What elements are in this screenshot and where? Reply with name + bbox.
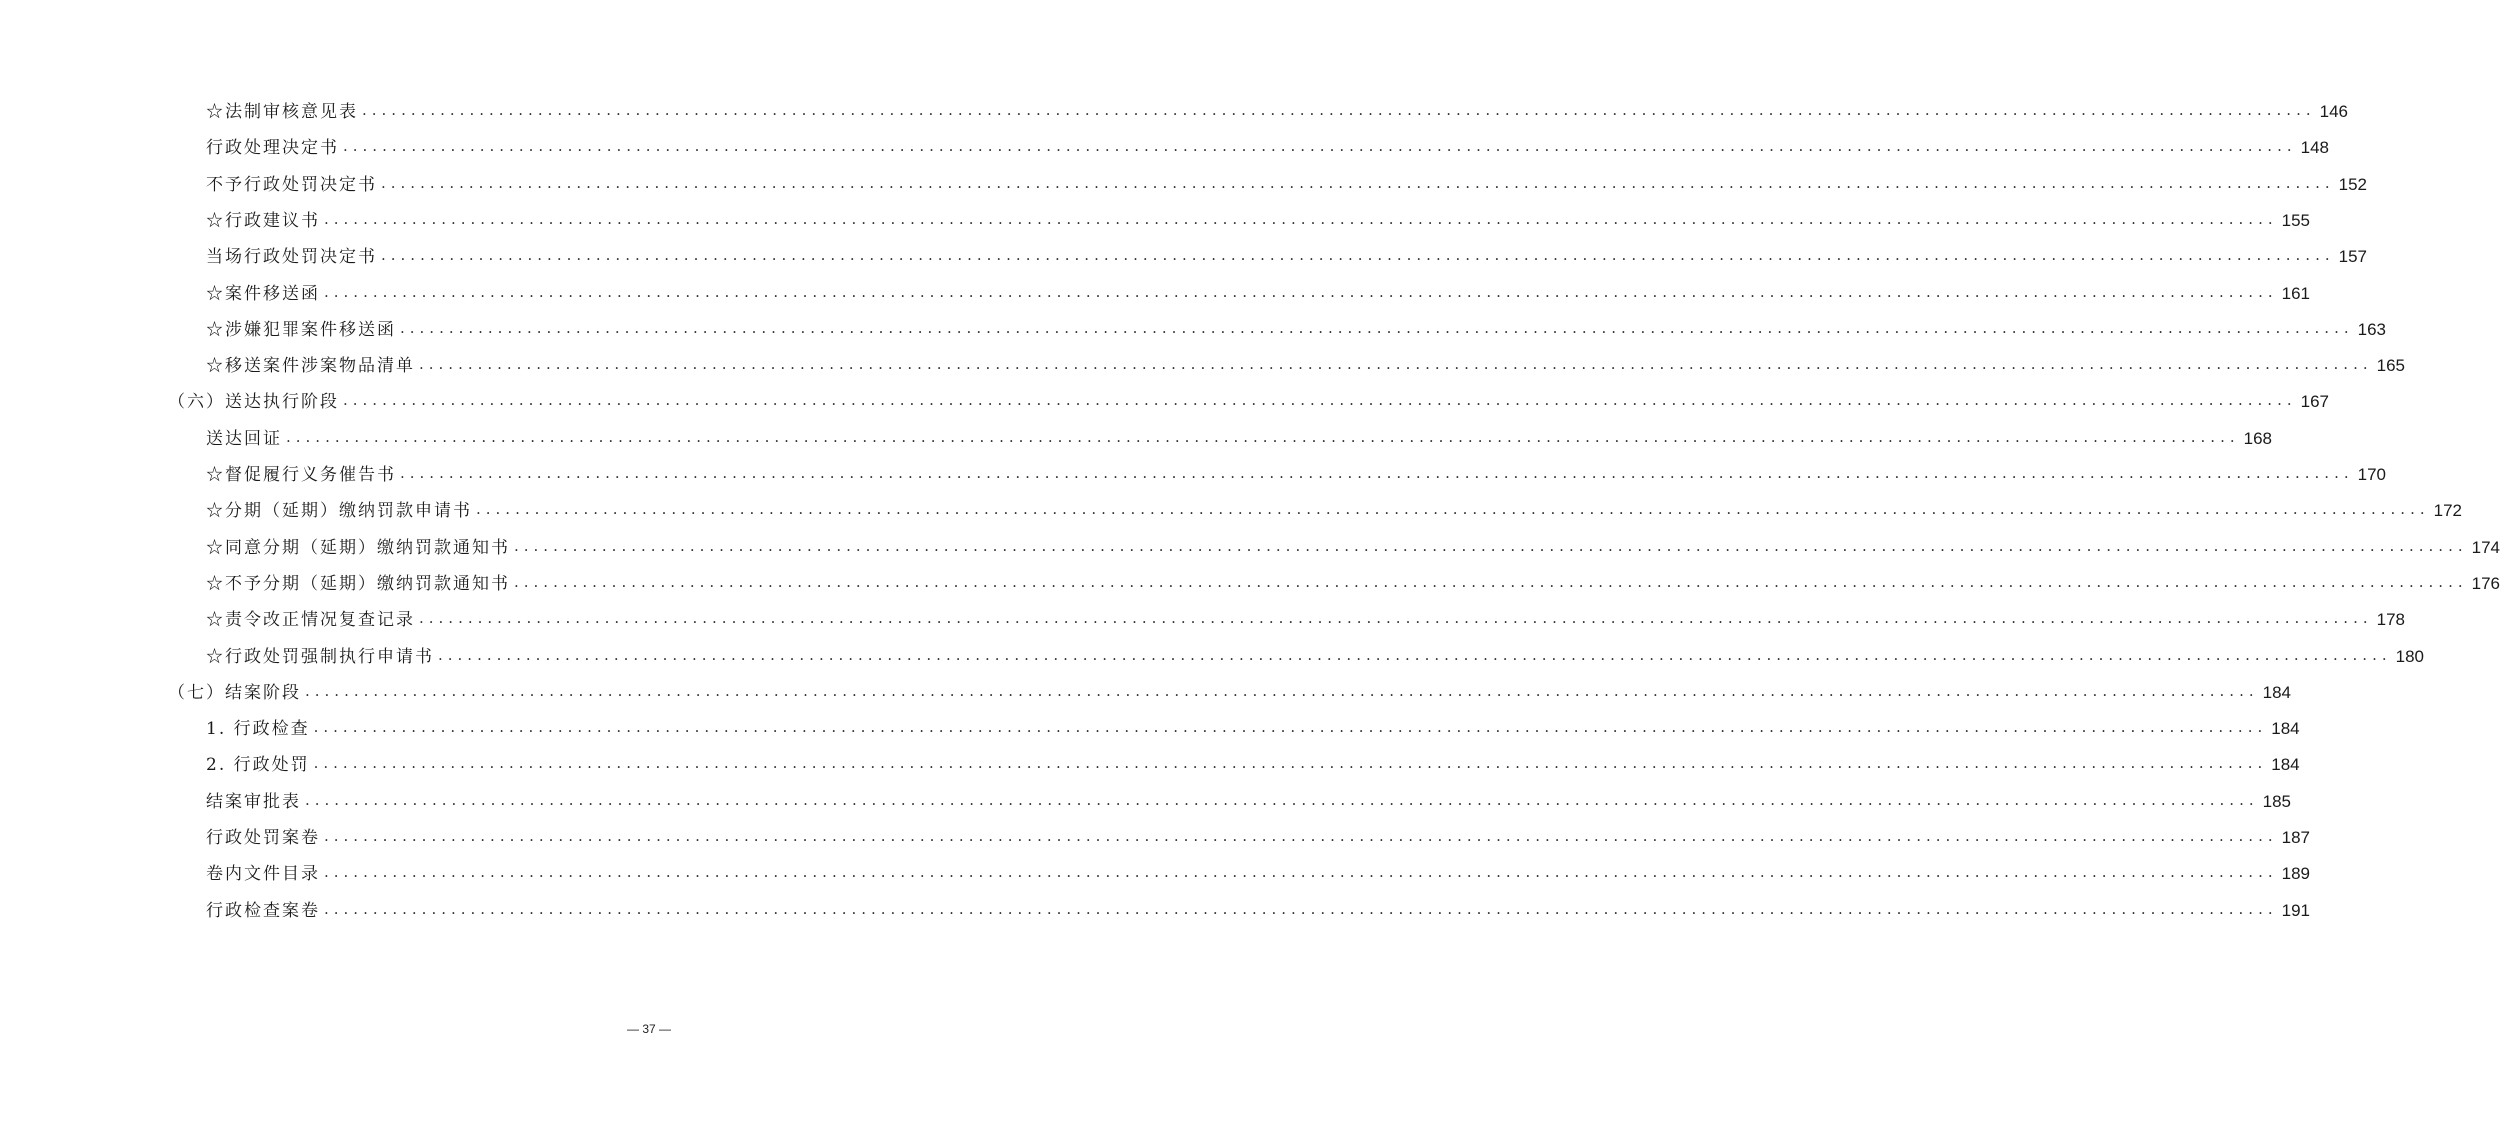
toc-dot-leader: ........................................................................................................................................................................................................ — [476, 500, 2430, 519]
toc-dot-leader: ........................................................................................................................................................................................................ — [419, 609, 2373, 628]
toc-entry-page: 178 — [2376, 610, 2405, 630]
toc-entry[interactable] — [206, 854, 2310, 885]
toc-entry-page: 161 — [2281, 283, 2310, 303]
toc-entry-page: 184 — [2262, 682, 2291, 702]
toc-entry[interactable] — [206, 92, 2348, 122]
toc-dot-leader: ........................................................................................................................................................................................................ — [324, 827, 2278, 845]
toc-entry-title: ☆分期（延期）缴纳罚款申请书 — [206, 501, 472, 522]
toc-entry-page: 146 — [2319, 102, 2348, 121]
toc-entry[interactable] — [206, 818, 2310, 848]
toc-entry[interactable] — [206, 600, 2405, 631]
toc-entry-page: 184 — [2271, 719, 2300, 739]
toc-dot-leader: ........................................................................................................................................................................................................ — [313, 754, 2268, 773]
toc-dot-leader: ........................................................................................................................................................................................................ — [343, 137, 2297, 156]
toc-entry-title: ☆行政建议书 — [206, 210, 320, 231]
toc-entry-title: 不予行政处罚决定书 — [206, 174, 377, 195]
toc-entry-page: 172 — [2433, 501, 2462, 521]
toc-entry-title: 卷内文件目录 — [206, 864, 320, 885]
toc-entry-title: （六）送达执行阶段 — [168, 392, 339, 413]
toc-entry-title: 送达回证 — [206, 428, 282, 449]
toc-entry-page: 174 — [2471, 537, 2500, 557]
toc-entry[interactable] — [206, 346, 2405, 377]
toc-dot-leader: ........................................................................................................................................................................................................ — [362, 101, 2316, 119]
toc-entry-title: ☆责令改正情况复查记录 — [206, 610, 415, 631]
toc-entry[interactable] — [206, 745, 2300, 776]
toc-entry-title: ☆行政处罚强制执行申请书 — [206, 646, 434, 667]
toc-entry-page: 187 — [2281, 828, 2310, 847]
toc-entry-title: 行政检查案卷 — [206, 900, 320, 921]
toc-entry[interactable] — [168, 673, 2291, 703]
toc-entry-title: ☆督促履行义务催告书 — [206, 465, 396, 485]
toc-entry-title: （七）结案阶段 — [168, 682, 301, 703]
toc-entry-title: 2. 行政处罚 — [206, 755, 310, 776]
toc-entry-title: 结案审批表 — [206, 791, 301, 812]
toc-dot-leader: ........................................................................................................................................................................................................ — [381, 246, 2335, 265]
toc-entry[interactable] — [206, 310, 2386, 340]
toc-dot-leader: ........................................................................................................................................................................................................ — [286, 427, 2240, 446]
toc-entry-page: 152 — [2338, 174, 2367, 194]
toc-dot-leader: ........................................................................................................................................................................................................ — [324, 899, 2278, 918]
toc-entry-page: 176 — [2471, 573, 2500, 593]
toc-entry[interactable] — [206, 782, 2291, 812]
toc-entry[interactable] — [168, 382, 2329, 413]
toc-entry-title: ☆同意分期（延期）缴纳罚款通知书 — [206, 537, 510, 558]
toc-entry[interactable] — [206, 491, 2462, 522]
toc-entry-title: ☆移送案件涉案物品清单 — [206, 356, 415, 377]
toc-entry-title: 行政处罚案卷 — [206, 828, 320, 848]
toc-entry[interactable] — [206, 419, 2272, 449]
toc-dot-leader: ........................................................................................................................................................................................................ — [324, 282, 2278, 301]
toc-entry-page: 184 — [2271, 755, 2300, 775]
toc-entry-page: 185 — [2262, 791, 2291, 811]
toc-entry[interactable] — [206, 128, 2329, 159]
page-number: — 37 — — [626, 1022, 671, 1036]
toc-entry-page: 155 — [2281, 210, 2310, 230]
toc-entry-page: 168 — [2243, 428, 2272, 448]
toc-dot-leader: ........................................................................................................................................................................................................ — [305, 790, 2259, 809]
toc-entry-title: ☆涉嫌犯罪案件移送函 — [206, 319, 396, 340]
toc-entry-page: 157 — [2338, 247, 2367, 267]
toc-entry[interactable] — [206, 237, 2367, 268]
toc-entry-title: ☆案件移送函 — [206, 283, 320, 304]
toc-entry-title: ☆法制审核意见表 — [206, 102, 358, 122]
toc-entry-page: 191 — [2281, 900, 2310, 920]
toc-dot-leader: ........................................................................................................................................................................................................ — [419, 355, 2373, 374]
toc-dot-leader: ........................................................................................................................................................................................................ — [343, 391, 2297, 410]
toc-dot-leader: ........................................................................................................................................................................................................ — [400, 318, 2354, 337]
toc-dot-leader: ........................................................................................................................................................................................................ — [324, 209, 2278, 228]
toc-entry[interactable] — [206, 528, 2500, 558]
toc-entry-title: 行政处理决定书 — [206, 138, 339, 159]
toc-entry-title: 当场行政处罚决定书 — [206, 247, 377, 268]
toc-dot-leader: ........................................................................................................................................................................................................ — [438, 645, 2392, 664]
toc-entry[interactable] — [206, 455, 2386, 485]
toc-entry-page: 167 — [2300, 392, 2329, 412]
toc-entry[interactable] — [206, 165, 2367, 195]
toc-entry-page: 163 — [2357, 319, 2386, 339]
toc-dot-leader: ........................................................................................................................................................................................................ — [324, 863, 2278, 882]
toc-entry[interactable] — [206, 709, 2300, 740]
toc-entry[interactable] — [206, 564, 2500, 594]
toc-dot-leader: ........................................................................................................................................................................................................ — [313, 718, 2268, 737]
toc-dot-leader: ........................................................................................................................................................................................................ — [305, 681, 2259, 700]
toc-entry-page: 148 — [2300, 138, 2329, 158]
toc-entry-page: 189 — [2281, 864, 2310, 884]
toc-entry[interactable] — [206, 274, 2310, 304]
toc-dot-leader: ........................................................................................................................................................................................................ — [381, 173, 2335, 192]
toc-entry[interactable] — [206, 201, 2310, 231]
toc-entry[interactable] — [206, 637, 2424, 667]
toc-entry[interactable] — [206, 891, 2310, 921]
toc-dot-leader: ........................................................................................................................................................................................................ — [400, 464, 2354, 482]
toc-dot-leader: ........................................................................................................................................................................................................ — [514, 572, 2468, 591]
toc-entry-title: 1. 行政检查 — [206, 719, 310, 740]
toc-entry-title: ☆不予分期（延期）缴纳罚款通知书 — [206, 573, 510, 594]
toc-entry-page: 180 — [2395, 646, 2424, 666]
toc-entry-page: 170 — [2357, 465, 2386, 484]
toc-dot-leader: ........................................................................................................................................................................................................ — [514, 536, 2468, 555]
toc-entry-page: 165 — [2376, 356, 2405, 376]
